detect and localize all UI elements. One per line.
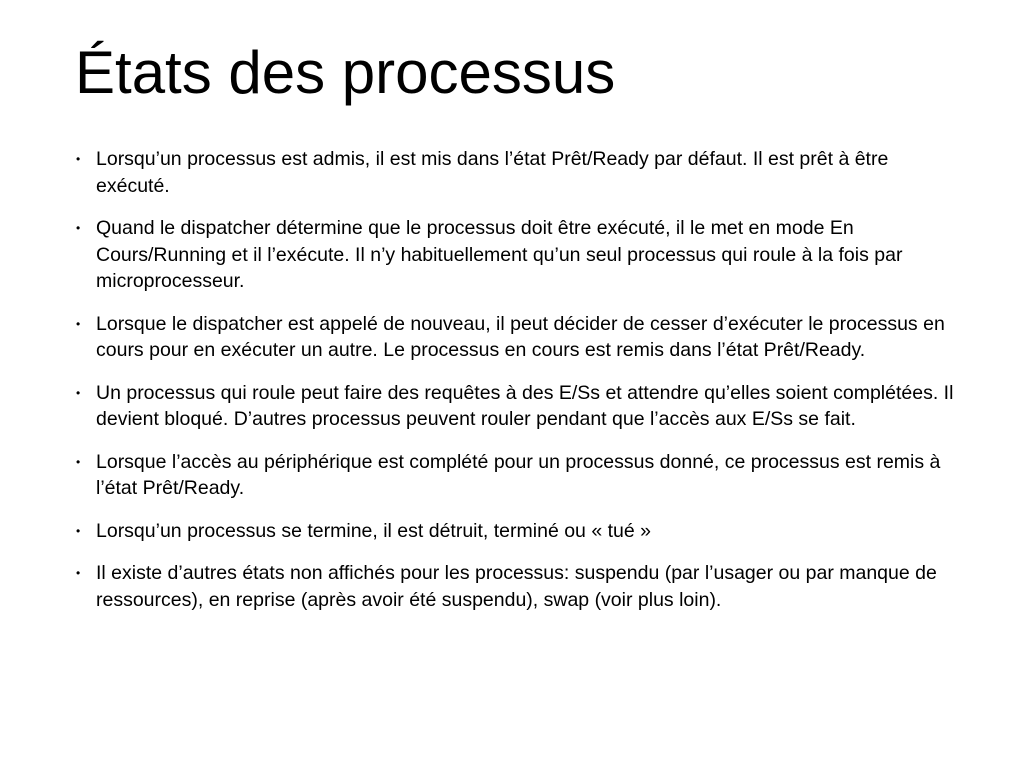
bullet-dot-icon: • [76, 221, 81, 235]
bullet-text: Quand le dispatcher détermine que le processus doit être exécuté, il le met en mode En Cours/Running et il l’exécute. Il n’y habituellement qu’un seul processus qui roule à la fois par microprocesseur. [96, 217, 903, 292]
bullet-dot-icon: • [76, 523, 81, 538]
bullet-dot-icon: • [76, 454, 81, 469]
bullet-text: Il existe d’autres états non affichés pour les processus: suspendu (par l’usager ou par manque de ressources), en reprise (après avoir été suspendu), swap (voir plus loin). [96, 562, 937, 611]
bullet-item [76, 518, 956, 545]
slide-title: États des processus [75, 39, 616, 106]
bullet-item [76, 311, 956, 364]
bullet-text: Lorsqu’un processus se termine, il est détruit, terminé ou « tué » [96, 519, 651, 542]
bullet-item [76, 449, 956, 502]
bullet-text: Lorsque le dispatcher est appelé de nouveau, il peut décider de cesser d’exécuter le processus en cours pour en exécuter un autre. Le processus en cours est remis dans l’état Prêt/Ready. [96, 312, 945, 361]
bullet-text: Lorsque l’accès au périphérique est complété pour un processus donné, ce processus est remis à l’état Prêt/Ready. [96, 450, 941, 499]
bullet-dot-icon: • [76, 566, 81, 580]
bullet-list [76, 146, 956, 629]
bullet-item [76, 146, 956, 199]
bullet-text: Lorsqu’un processus est admis, il est mis dans l’état Prêt/Ready par défaut. Il est prêt à être exécuté. [96, 148, 889, 197]
bullet-dot-icon: • [76, 385, 81, 400]
bullet-dot-icon: • [76, 152, 81, 166]
bullet-item [76, 380, 956, 433]
bullet-dot-icon: • [76, 316, 81, 331]
bullet-text: Un processus qui roule peut faire des requêtes à des E/Ss et attendre qu’elles soient complétées. Il devient bloqué. D’autres processus peuvent rouler pendant que l’accès aux E/Ss se fait. [96, 381, 954, 430]
bullet-item [76, 560, 956, 613]
bullet-item [76, 215, 956, 295]
